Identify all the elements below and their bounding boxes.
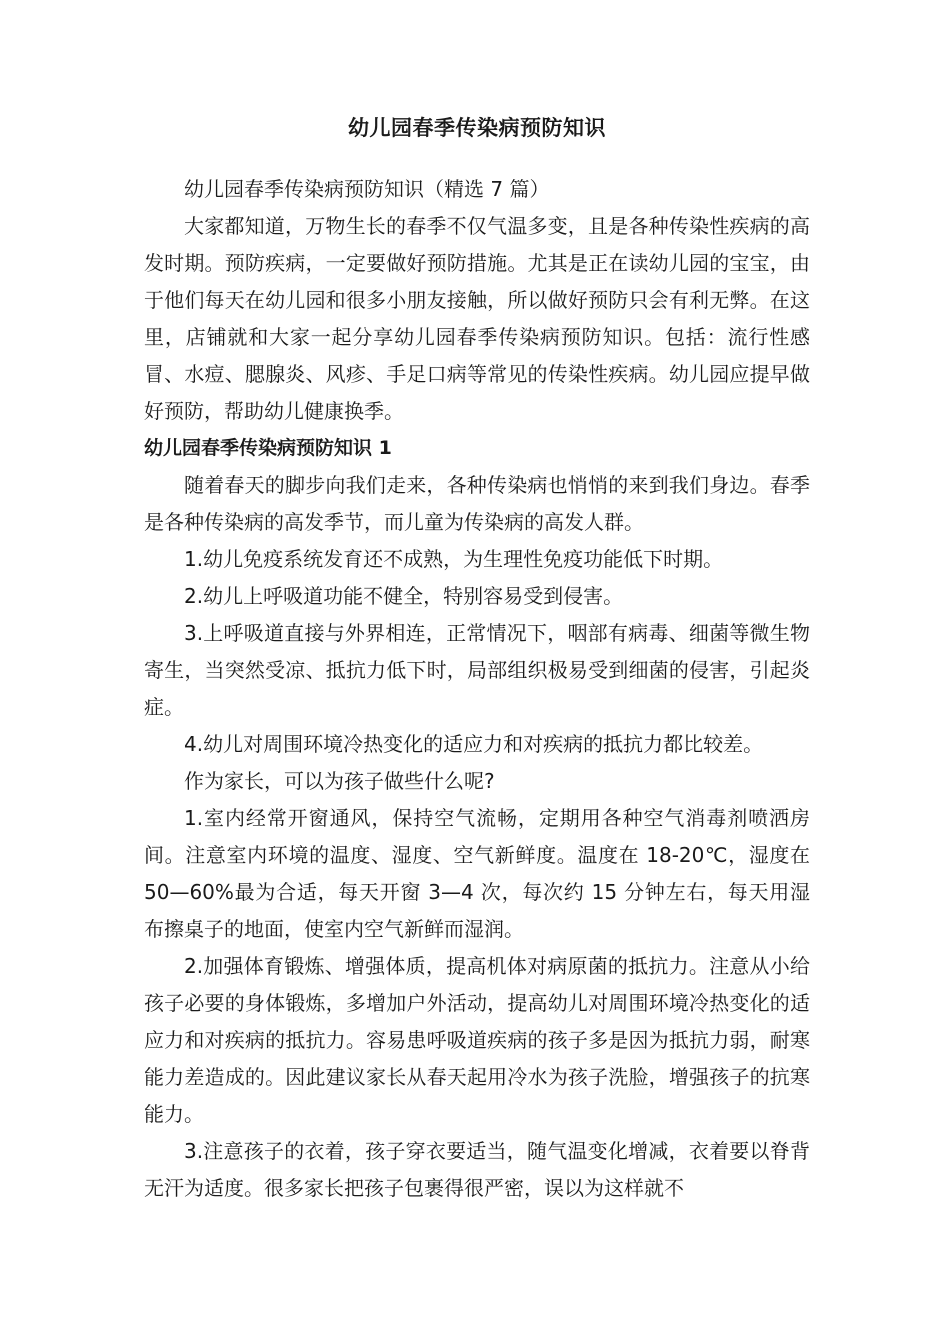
- list-item: 2.加强体育锻炼、增强体质，提高机体对病原菌的抵抗力。注意从小给孩子必要的身体锻炼，多增加户外活动，提高幼儿对周围环境冷热变化的适应力和对疾病的抵抗力。容易患呼吸道疾病的孩子多是因为抵抗力弱，耐寒能力差造成的。因此建议家长从春天起用冷水为孩子洗脸，增强孩子的抗寒能力。: [144, 954, 810, 1126]
- list-item: 1.室内经常开窗通风，保持空气流畅，定期用各种空气消毒剂喷洒房间。注意室内环境的温度、湿度、空气新鲜度。温度在 18-20℃，湿度在 50—60%最为合适，每天开窗 3—4 次，每次约 15 分钟左右，每天用湿布擦桌子的地面，使室内空气新鲜而湿润。: [144, 806, 810, 941]
- list-item: 4.幼儿对周围环境冷热变化的适应力和对疾病的抵抗力都比较差。: [184, 732, 764, 756]
- list-item: 2.幼儿上呼吸道功能不健全，特别容易受到侵害。: [184, 584, 624, 608]
- document-title: 幼儿园春季传染病预防知识: [348, 116, 606, 140]
- list-item: 3.上呼吸道直接与外界相连，正常情况下，咽部有病毒、细菌等微生物寄生，当突然受凉、抵抗力低下时，局部组织极易受到细菌的侵害，引起炎症。: [144, 621, 810, 719]
- body-paragraph: 随着春天的脚步向我们走来，各种传染病也悄悄的来到我们身边。春季是各种传染病的高发季节，而儿童为传染病的高发人群。: [144, 473, 810, 534]
- intro-paragraph: 大家都知道，万物生长的春季不仅气温多变，且是各种传染性疾病的高发时期。预防疾病，一定要做好预防措施。尤其是正在读幼儿园的宝宝，由于他们每天在幼儿园和很多小朋友接触，所以做好预防只会有利无弊。在这里，店铺就和大家一起分享幼儿园春季传染病预防知识。包括：流行性感冒、水痘、腮腺炎、风疹、手足口病等常见的传染性疾病。幼儿园应提早做好预防，帮助幼儿健康换季。: [144, 214, 810, 423]
- subtitle-paragraph: 幼儿园春季传染病预防知识（精选 7 篇）: [184, 177, 550, 201]
- list-item: 1.幼儿免疫系统发育还不成熟，为生理性免疫功能低下时期。: [184, 547, 724, 571]
- list-item: 3.注意孩子的衣着，孩子穿衣要适当，随气温变化增减，衣着要以脊背无汗为适度。很多家长把孩子包裹得很严密，误以为这样就不: [144, 1139, 810, 1200]
- body-paragraph: 作为家长，可以为孩子做些什么呢?: [184, 769, 495, 793]
- section-heading: 幼儿园春季传染病预防知识 1: [144, 437, 392, 459]
- document-page: [144, 104, 810, 1207]
